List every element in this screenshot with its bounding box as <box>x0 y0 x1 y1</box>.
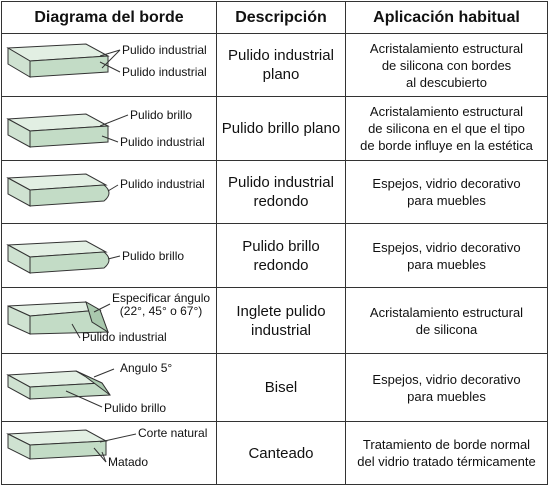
edge-description: Inglete pulido industrial <box>217 288 346 354</box>
edge-label: Pulido industrial <box>120 177 205 191</box>
flat-polished-edge-diagram <box>2 98 216 160</box>
edge-label: Pulido industrial <box>122 43 207 57</box>
edge-diagram-cell <box>2 224 217 288</box>
edge-label: Pulido industrial <box>82 329 167 344</box>
edge-label: Matado <box>108 455 149 469</box>
table-row <box>2 34 548 97</box>
edge-application: Acristalamiento estructural de silicona con bordes al descubierto <box>346 34 548 97</box>
edge-label: Pulido brillo <box>122 248 185 263</box>
edge-application: Espejos, vidrio decorativo para muebles <box>346 224 548 288</box>
table-row <box>2 161 548 224</box>
edge-types-table <box>1 1 548 485</box>
edge-label: Angulo 5° <box>120 360 173 375</box>
edge-diagram-cell <box>2 161 217 224</box>
table-row <box>2 224 548 288</box>
edge-diagram-cell <box>2 34 217 97</box>
edge-label: Pulido brillo <box>104 400 167 415</box>
edge-diagram-cell <box>2 422 217 485</box>
header-diagram: Diagrama del borde <box>2 2 217 34</box>
edge-label: Pulido industrial <box>120 134 205 149</box>
edge-description: Pulido industrial plano <box>217 34 346 97</box>
edge-application: Espejos, vidrio decorativo para muebles <box>346 161 548 224</box>
header-description: Descripción <box>217 2 346 34</box>
table-row <box>2 354 548 422</box>
edge-diagram-cell <box>2 288 217 354</box>
table-row <box>2 422 548 485</box>
edge-label: Especificar ángulo (22°, 45° o 67°) <box>112 290 211 318</box>
edge-label: Corte natural <box>138 426 208 440</box>
edge-description: Canteado <box>217 422 346 485</box>
edge-application: Espejos, vidrio decorativo para muebles <box>346 354 548 422</box>
header-application: Aplicación habitual <box>346 2 548 34</box>
edge-label: Pulido industrial <box>122 65 207 79</box>
table-row <box>2 97 548 161</box>
edge-diagram-cell <box>2 354 217 422</box>
edge-label: Pulido brillo <box>130 107 193 122</box>
edge-application: Tratamiento de borde normal del vidrio tratado térmicamente <box>346 422 548 485</box>
edge-diagram-cell <box>2 97 217 161</box>
edge-description: Pulido brillo redondo <box>217 224 346 288</box>
header-row <box>2 2 548 34</box>
edge-description: Bisel <box>217 354 346 422</box>
edge-application: Acristalamiento estructural de silicona en el que el tipo de borde influye en la estética <box>346 97 548 161</box>
edge-description: Pulido brillo plano <box>217 97 346 161</box>
edge-application: Acristalamiento estructural de silicona <box>346 288 548 354</box>
table-row <box>2 288 548 354</box>
edge-description: Pulido industrial redondo <box>217 161 346 224</box>
